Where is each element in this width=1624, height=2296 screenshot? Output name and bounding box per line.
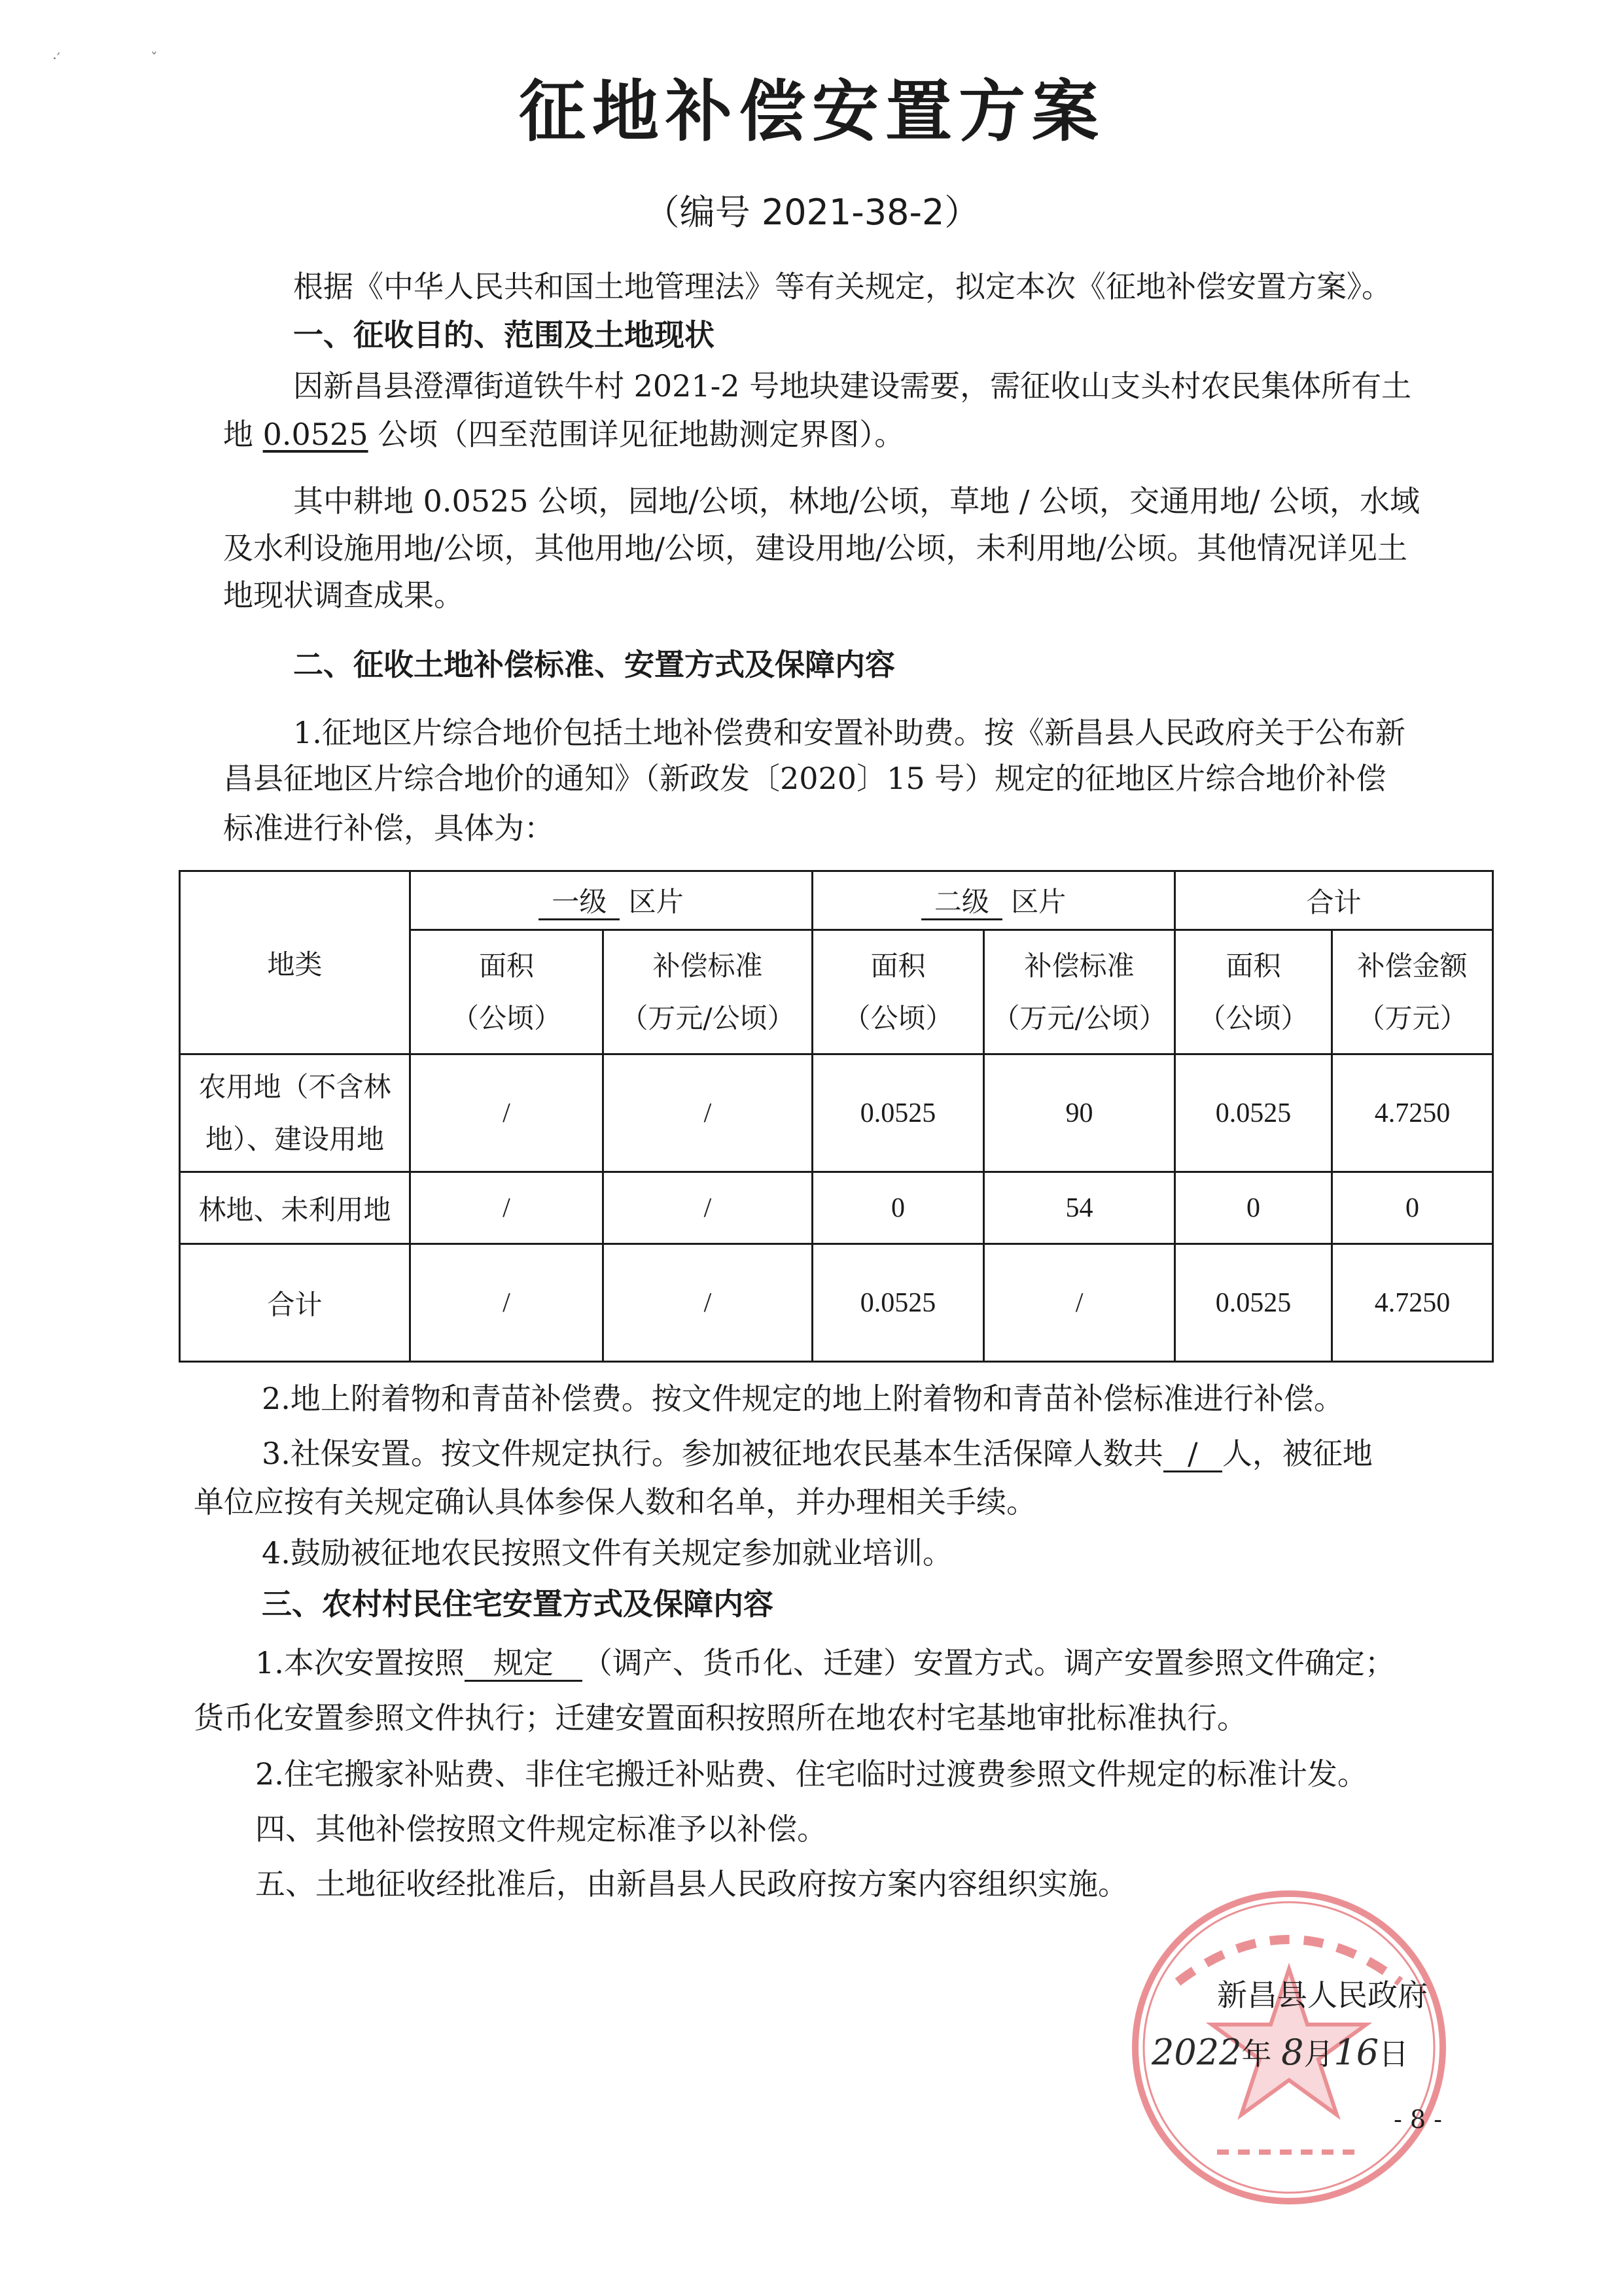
section3-text bbox=[255, 1643, 1395, 1682]
table-row bbox=[180, 1244, 1493, 1362]
section3-text-fragment: （调产、货币化、迁建）安置方式。调产安置参照文件确定； bbox=[582, 1645, 1395, 1680]
row-label-line: 农用地（不含林 bbox=[198, 1070, 391, 1103]
col-label: 补偿标准 bbox=[1024, 949, 1135, 982]
cell-z1-std: / bbox=[603, 1244, 813, 1362]
signing-organization: 新昌县人民政府 bbox=[1217, 1977, 1428, 2013]
cell-z1-std: / bbox=[603, 1054, 813, 1172]
scan-speck: ˇ bbox=[150, 51, 158, 67]
cell-total-amount: 4.7250 bbox=[1332, 1244, 1493, 1362]
row-land-type bbox=[180, 1054, 410, 1172]
col-unit: （公顷） bbox=[843, 1001, 953, 1034]
col-label: 面积 bbox=[1226, 949, 1281, 982]
col-unit: （万元/公顷） bbox=[992, 1001, 1167, 1034]
col-label: 面积 bbox=[478, 949, 534, 982]
section3-text-fragment: 1.本次安置按照 bbox=[255, 1645, 465, 1680]
land-area-value: 0.0525 bbox=[262, 417, 368, 452]
cell-total-amount: 0 bbox=[1332, 1172, 1493, 1244]
section1-text: 其中耕地 0.0525 公顷，园地/公顷，林地/公顷，草地 / 公顷，交通用地/ 公顷，水域 bbox=[293, 483, 1421, 519]
col-unit: （万元） bbox=[1357, 1001, 1468, 1034]
zone2-grade: 二级 bbox=[921, 886, 1002, 920]
header-total: 合计 bbox=[1175, 871, 1493, 930]
section1-text: 及水利设施用地/公顷，其他用地/公顷，建设用地/公顷，未利用地/公顷。其他情况详见土 bbox=[223, 531, 1407, 566]
section3-text: 货币化安置参照文件执行；迁建安置面积按照所在地农村宅基地审批标准执行。 bbox=[194, 1700, 1247, 1735]
insured-count: / bbox=[1163, 1436, 1222, 1472]
section1-text bbox=[223, 415, 904, 454]
col-unit: （公顷） bbox=[451, 1001, 561, 1034]
date-month: 8 bbox=[1281, 2032, 1304, 2073]
section2-heading: 二、征收土地补偿标准、安置方式及保障内容 bbox=[293, 647, 895, 682]
cell-z1-area: / bbox=[410, 1172, 603, 1244]
zone2-suffix: 区片 bbox=[1011, 886, 1067, 918]
page-number: - 8 - bbox=[1394, 2105, 1443, 2134]
section3-heading: 三、农村村民住宅安置方式及保障内容 bbox=[262, 1586, 773, 1622]
header-zone1 bbox=[410, 871, 813, 930]
col-label: 补偿金额 bbox=[1357, 949, 1468, 982]
cell-total-area: 0.0525 bbox=[1175, 1054, 1332, 1172]
row-land-type: 林地、未利用地 bbox=[180, 1172, 410, 1244]
cell-z1-area: / bbox=[410, 1244, 603, 1362]
cell-total-area: 0.0525 bbox=[1175, 1244, 1332, 1362]
header-zone2 bbox=[813, 871, 1175, 930]
section1-heading: 一、征收目的、范围及土地现状 bbox=[293, 317, 715, 353]
table-row bbox=[180, 1172, 1493, 1244]
zone1-suffix: 区片 bbox=[628, 886, 684, 918]
header-total-area bbox=[1175, 930, 1332, 1054]
row-label-line: 地）、建设用地 bbox=[205, 1122, 384, 1155]
section4-text: 四、其他补偿按照文件规定标准予以补偿。 bbox=[255, 1811, 827, 1847]
cell-total-area: 0 bbox=[1175, 1172, 1332, 1244]
col-label: 补偿标准 bbox=[652, 949, 763, 982]
section2-text: 4.鼓励被征地农民按照文件有关规定参加就业培训。 bbox=[262, 1535, 953, 1571]
cell-z2-std: 54 bbox=[984, 1172, 1175, 1244]
section2-text: 2.地上附着物和青苗补偿费。按文件规定的地上附着物和青苗补偿标准进行补偿。 bbox=[262, 1381, 1344, 1416]
section5-text: 五、土地征收经批准后，由新昌县人民政府按方案内容组织实施。 bbox=[255, 1866, 1128, 1902]
cell-z1-std: / bbox=[603, 1172, 813, 1244]
cell-z2-area: 0 bbox=[813, 1172, 984, 1244]
section1-text-fragment: 公顷（四至范围详见征地勘测定界图）。 bbox=[368, 417, 905, 452]
section2-text: 标准进行补偿，具体为： bbox=[223, 810, 554, 846]
section2-text: 昌县征地区片综合地价的通知》（新政发〔2020〕15 号）规定的征地区片综合地价补偿 bbox=[223, 761, 1386, 796]
section1-text: 地现状调查成果。 bbox=[223, 578, 464, 613]
document-number: （编号 2021-38-2） bbox=[644, 192, 980, 233]
date-year: 2022 bbox=[1152, 2032, 1242, 2073]
row-land-type: 合计 bbox=[180, 1244, 410, 1362]
cell-z2-area: 0.0525 bbox=[813, 1244, 984, 1362]
table-row bbox=[180, 1054, 1493, 1172]
section2-text: 1.征地区片综合地价包括土地补偿费和安置补助费。按《新昌县人民政府关于公布新 bbox=[293, 715, 1405, 750]
section2-text bbox=[262, 1434, 1373, 1473]
section2-text-fragment: 人，被征地 bbox=[1222, 1436, 1373, 1471]
col-unit: （公顷） bbox=[1198, 1001, 1309, 1034]
resettlement-method: 规定 bbox=[465, 1646, 582, 1682]
cell-z2-area: 0.0525 bbox=[813, 1054, 984, 1172]
section1-text-fragment: 地 bbox=[223, 417, 263, 452]
date-year-char: 年 bbox=[1241, 2036, 1272, 2072]
section2-text-fragment: 3.社保安置。按文件规定执行。参加被征地农民基本生活保障人数共 bbox=[262, 1436, 1163, 1471]
signing-date bbox=[1152, 2033, 1409, 2074]
compensation-table bbox=[179, 870, 1494, 1363]
cell-total-amount: 4.7250 bbox=[1332, 1054, 1493, 1172]
col-unit: （万元/公顷） bbox=[620, 1001, 795, 1034]
col-label: 面积 bbox=[870, 949, 926, 982]
date-day-char: 日 bbox=[1379, 2036, 1409, 2072]
intro-paragraph: 根据《中华人民共和国土地管理法》等有关规定，拟定本次《征地补偿安置方案》。 bbox=[293, 269, 1392, 304]
zone1-grade: 一级 bbox=[538, 886, 620, 920]
header-z2-std bbox=[984, 930, 1175, 1054]
section3-text: 2.住宅搬家补贴费、非住宅搬迁补贴费、住宅临时过渡费参照文件规定的标准计发。 bbox=[255, 1756, 1368, 1792]
date-month-char: 月 bbox=[1303, 2036, 1334, 2072]
scan-speck: ·′ bbox=[52, 51, 60, 67]
cell-z1-area: / bbox=[410, 1054, 603, 1172]
section2-text: 单位应按有关规定确认具体参保人数和名单，并办理相关手续。 bbox=[194, 1484, 1036, 1520]
date-day: 16 bbox=[1333, 2032, 1379, 2073]
cell-z2-std: / bbox=[984, 1244, 1175, 1362]
header-z1-std bbox=[603, 930, 813, 1054]
header-z2-area bbox=[813, 930, 984, 1054]
header-z1-area bbox=[410, 930, 603, 1054]
document-title: 征地补偿安置方案 bbox=[519, 73, 1105, 151]
header-total-amount bbox=[1332, 930, 1493, 1054]
cell-z2-std: 90 bbox=[984, 1054, 1175, 1172]
header-land-type: 地类 bbox=[180, 871, 410, 1054]
section1-text: 因新昌县澄潭街道铁牛村 2021-2 号地块建设需要，需征收山支头村农民集体所有土 bbox=[293, 368, 1412, 404]
